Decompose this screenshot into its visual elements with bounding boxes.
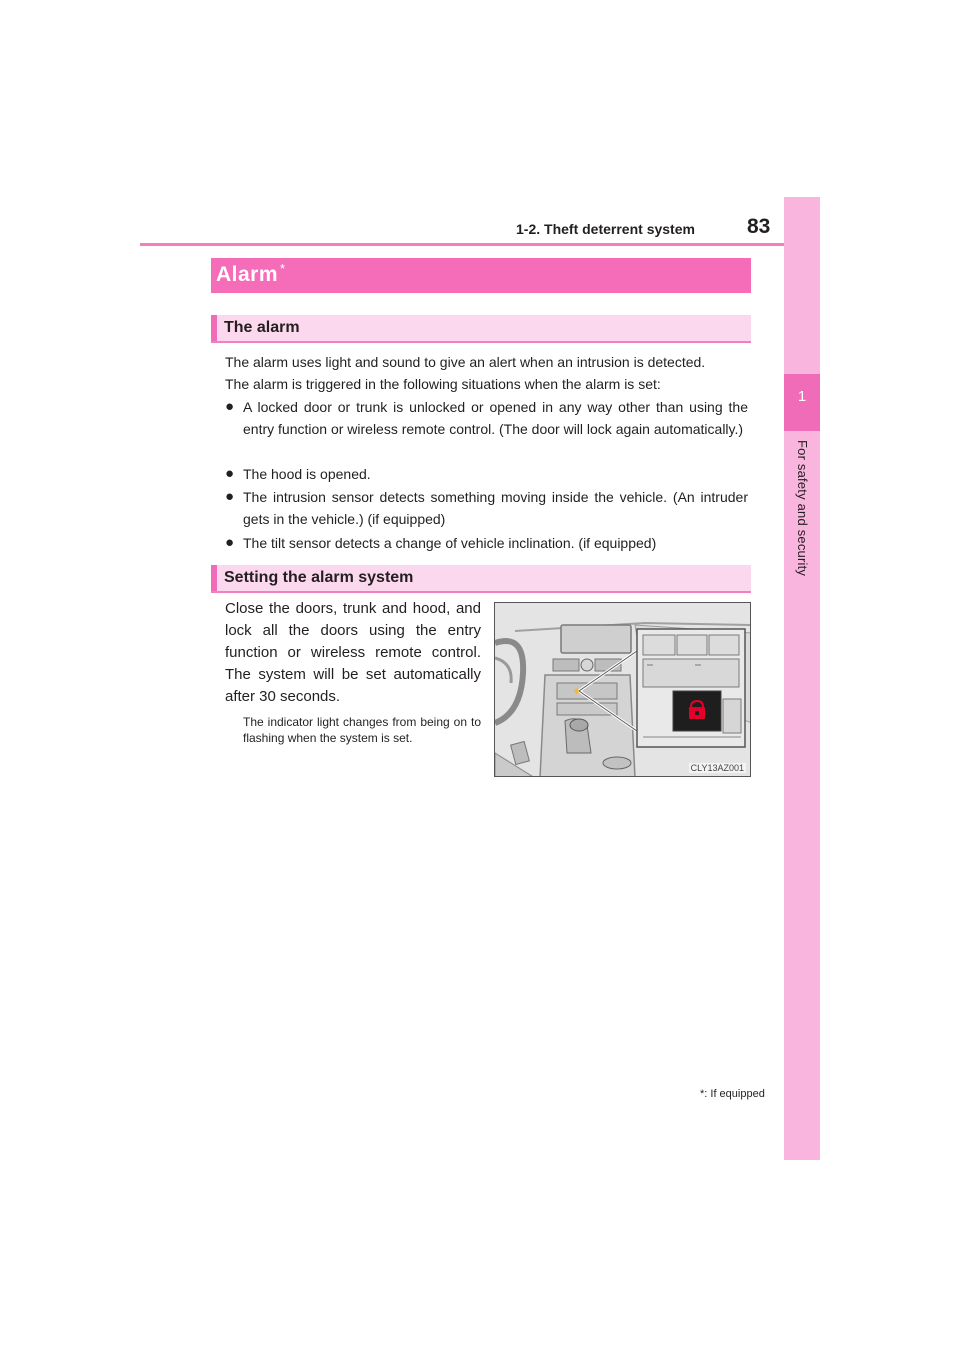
section-heading: The alarm xyxy=(224,319,300,336)
title-footnote-marker: * xyxy=(280,261,286,276)
footnote-marker: * xyxy=(700,1088,705,1100)
running-header: 1-2. Theft deterrent system xyxy=(516,221,695,237)
dashboard-drawing xyxy=(495,603,751,777)
bullet-item xyxy=(225,396,748,440)
dashboard-illustration xyxy=(494,602,751,777)
bullet-dot: ● xyxy=(225,488,235,505)
bullet-text: A locked door or trunk is unlocked or opened in any way other than using the entry function or wireless remote control. (The door will lock again automatically.) xyxy=(243,399,748,437)
bullet-dot: ● xyxy=(225,465,235,482)
bullet-dot: ● xyxy=(225,398,235,415)
bullet-text: The intrusion sensor detects something moving inside the vehicle. (An intruder gets in the vehicle.) (if equipped) xyxy=(243,489,748,527)
page-title: Alarm * xyxy=(216,261,286,286)
body-paragraph: The alarm is triggered in the following situations when the alarm is set: xyxy=(225,376,661,392)
indicator-note: The indicator light changes from being on to flashing when the system is set. xyxy=(243,715,481,745)
chapter-thumb-tab xyxy=(784,197,820,1160)
figure-code: CLY13AZ001 xyxy=(690,763,744,773)
bullet-item xyxy=(225,532,748,554)
body-paragraph: The alarm uses light and sound to give an alert when an intrusion is detected. xyxy=(225,354,706,370)
bullet-dot: ● xyxy=(225,534,235,551)
section-heading: Setting the alarm system xyxy=(224,569,414,586)
bullet-text: The tilt sensor detects a change of vehicle inclination. (if equipped) xyxy=(243,535,657,551)
chapter-title: For safety and security xyxy=(795,440,810,577)
page-number: 83 xyxy=(747,215,771,238)
bullet-text: The hood is opened. xyxy=(243,466,371,482)
bullet-item xyxy=(225,486,748,530)
bullet-item xyxy=(225,463,748,485)
setting-instructions: Close the doors, trunk and hood, and lock all the doors using the entry function or wireless remote control. The system will be set automatically after 30 seconds. xyxy=(225,600,481,705)
header-rule xyxy=(140,243,820,246)
chapter-number: 1 xyxy=(797,388,807,405)
title-bar xyxy=(211,258,751,293)
footnote xyxy=(700,1088,765,1100)
footnote-text: : If equipped xyxy=(704,1088,765,1100)
